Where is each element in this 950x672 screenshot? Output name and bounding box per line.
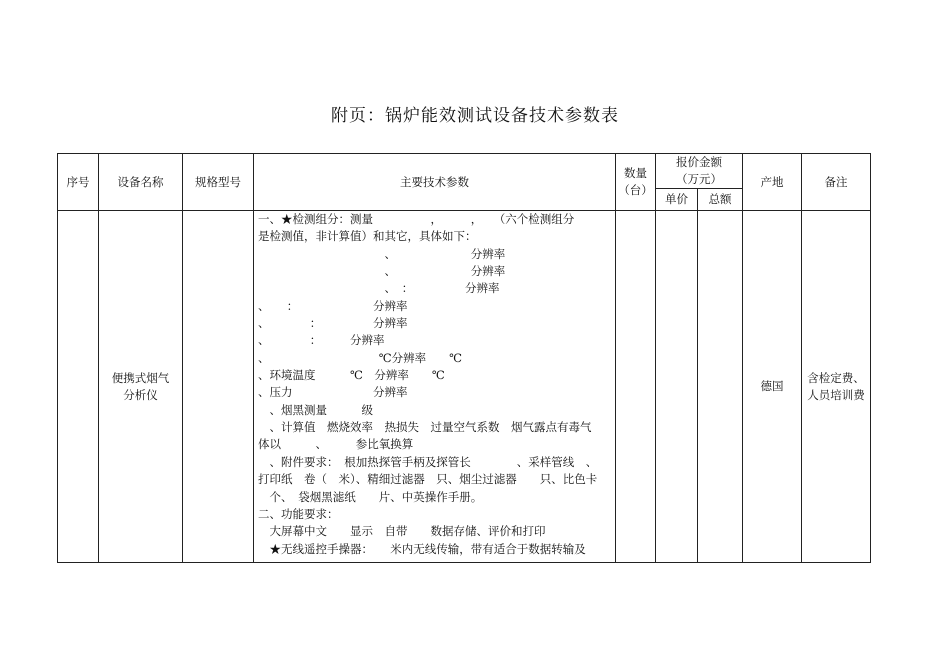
cell-device-name: 便携式烟气分析仪 <box>99 211 183 563</box>
cell-remark: 含检定费、人员培训费 <box>802 211 871 563</box>
header-seq: 序号 <box>58 154 99 211</box>
params-line: 、 ： 分辨率 <box>258 333 385 348</box>
params-line: ★无线遥控手操器： 米内无线传输，带有适合于数据转输及 <box>258 541 586 556</box>
params-line: 体以 、 参比氧换算 <box>258 437 414 452</box>
params-line: 、烟黑测量 级 <box>258 402 373 417</box>
cell-model <box>183 211 254 563</box>
header-qty: 数量（台） <box>616 154 656 211</box>
params-line: 、附件要求： 根加热探管手柄及探管长 、采样管线 、 <box>258 454 598 469</box>
cell-seq <box>58 211 99 563</box>
params-line: 、压力 分辨率 <box>258 385 408 400</box>
params-line: 、 ： 分辨率 <box>258 298 408 313</box>
page-title: 附页：锅炉能效测试设备技术参数表 <box>331 106 619 126</box>
header-remark: 备注 <box>802 154 871 211</box>
cell-origin: 德国 <box>743 211 802 563</box>
params-line: 、计算值 燃烧效率 热损失 过量空气系数 烟气露点有毒气 <box>258 420 592 435</box>
params-line: 、 ℃分辨率 ℃ <box>258 350 462 365</box>
params-line: 大屏幕中文 显示 自带 数据存储、评价和打印 <box>258 524 546 539</box>
params-line: 、 ： 分辨率 <box>258 281 500 296</box>
header-params: 主要技术参数 <box>254 154 616 211</box>
params-line: 、 分辨率 <box>258 246 506 261</box>
cell-total <box>698 211 743 563</box>
header-model: 规格型号 <box>183 154 254 211</box>
header-origin: 产地 <box>743 154 802 211</box>
params-line: 个、 袋烟黑滤纸 片、中英操作手册。 <box>258 489 483 504</box>
params-line: 是检测值，非计算值）和其它，具体如下： <box>258 229 477 244</box>
params-line: 、环境温度 ℃ 分辨率 ℃ <box>258 368 445 383</box>
params-line: 、 ： 分辨率 <box>258 316 408 331</box>
header-total: 总额 <box>698 189 743 211</box>
cell-params <box>254 211 616 563</box>
params-line: 打印纸 卷（ 米）、精细过滤器 只、烟尘过滤器 只、比色卡 <box>258 472 598 487</box>
params-line: 一、★检测组分：测量 ， ， （六个检测组分 <box>258 212 575 226</box>
params-line: 、 分辨率 <box>258 264 506 279</box>
table-row <box>58 211 871 563</box>
header-price: 报价金额（万元） <box>656 154 743 189</box>
params-line: 二、功能要求： <box>258 506 339 521</box>
spec-table <box>57 153 871 563</box>
cell-qty <box>616 211 656 563</box>
header-name: 设备名称 <box>99 154 183 211</box>
header-unit-price: 单价 <box>656 189 698 211</box>
cell-unit-price <box>656 211 698 563</box>
